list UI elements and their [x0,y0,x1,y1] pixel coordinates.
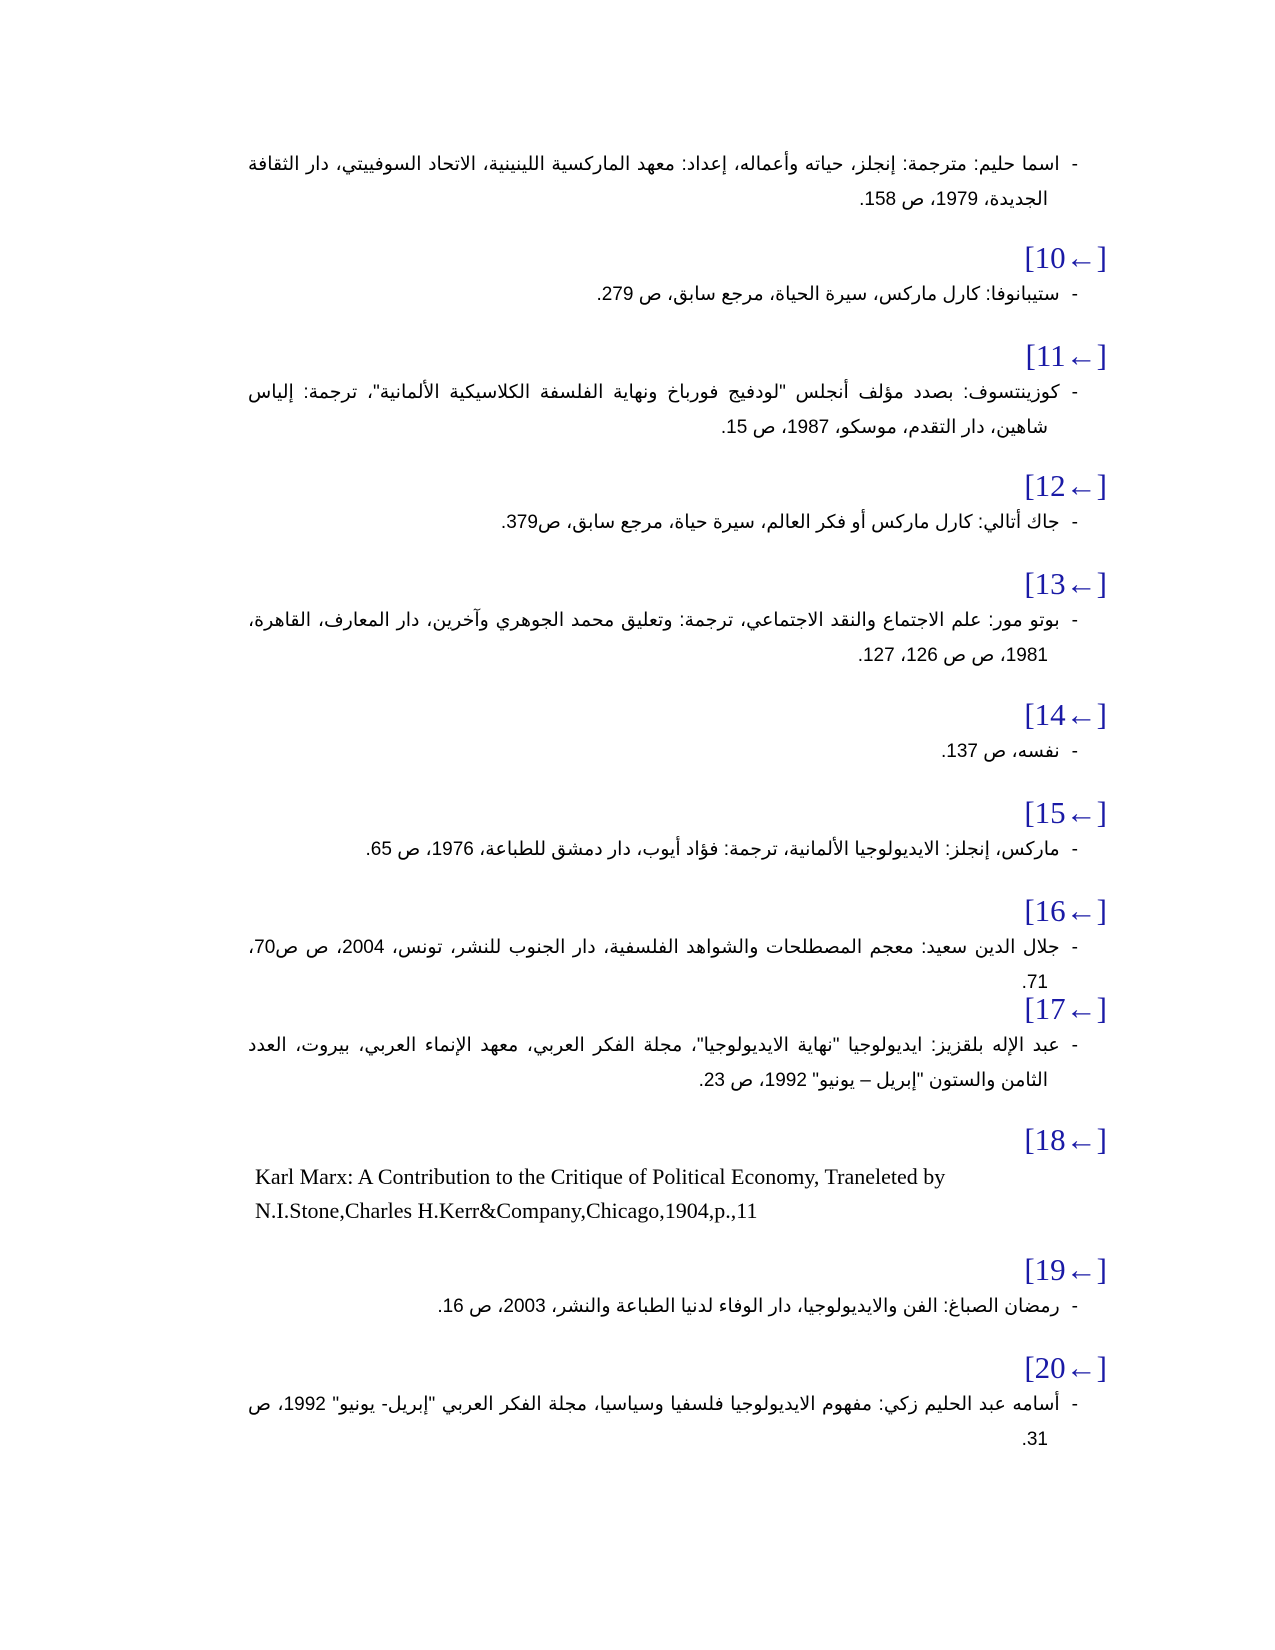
footnote-ref-link[interactable]: [15←] [1024,795,1107,830]
footnote-ref-link[interactable]: [11←] [1025,338,1107,373]
footnote-ref-link[interactable]: [14←] [1024,697,1107,732]
footnote-dash: - [1071,1035,1078,1056]
footnote-body: كوزينتسوف: بصدد مؤلف أنجلس "لودفيج فورباخ ونهاية الفلسفة الكلاسيكية الألمانية"، ترجمة: إلياس شاهين، دار التقدم، موسكو، 1987، ص 15. [248,382,1060,438]
footnote-dash: - [1071,382,1078,403]
footnote-dash: - [1071,1394,1078,1415]
footnote-text [255,1160,1055,1228]
footnote-text [248,505,1078,540]
footnote-ref-link[interactable]: [17←] [1024,991,1107,1026]
footnote-body: ستيبانوفا: كارل ماركس، سيرة الحياة، مرجع سابق، ص 279. [596,284,1060,305]
footnote-body: جلال الدين سعيد: معجم المصطلحات والشواهد الفلسفية، دار الجنوب للنشر، تونس، 2004، ص ص70، 71. [248,937,1060,993]
footnote-ref-link[interactable]: [20←] [1024,1350,1107,1385]
footnote-dash: - [1071,937,1078,958]
footnote-ref-link[interactable]: [12←] [1024,468,1107,503]
footnote-dash: - [1071,839,1078,860]
footnote-ref-link[interactable]: [19←] [1024,1252,1107,1287]
footnote-body: Karl Marx: A Contribution to the Critique of Political Economy, Traneleted by N.I.Stone,Charles H.Kerr&Company,Chicago,1904,p.,11 [255,1164,946,1223]
footnote-text [248,375,1078,445]
footnote-ref-link[interactable]: [10←] [1024,240,1107,275]
footnote-body: جاك أتالي: كارل ماركس أو فكر العالم، سيرة حياة، مرجع سابق، ص379. [500,512,1060,533]
footnote-body: بوتو مور: علم الاجتماع والنقد الاجتماعي، ترجمة: وتعليق محمد الجوهري وآخرين، دار المعارف، القاهرة، 1981، ص ص 126، 127. [248,610,1060,666]
footnote-body: عبد الإله بلقزيز: ايديولوجيا "نهاية الايديولوجيا"، مجلة الفكر العربي، معهد الإنماء العربي، بيروت، العدد الثامن والستون "إبريل – يونيو" 1992، ص 23. [248,1035,1060,1091]
footnote-dash: - [1071,610,1078,631]
footnote-body: نفسه، ص 137. [940,741,1060,762]
footnote-text [248,147,1078,217]
footnote-text [248,930,1078,1000]
footnote-text [248,603,1078,673]
footnote-dash: - [1071,741,1078,762]
footnote-text [248,734,1078,769]
footnote-body: رمضان الصباغ: الفن والايديولوجيا، دار الوفاء لدنيا الطباعة والنشر، 2003، ص 16. [437,1296,1060,1317]
footnote-body: أسامه عبد الحليم زكي: مفهوم الايديولوجيا فلسفيا وسياسيا، مجلة الفكر العربي "إبريل- يونيو" 1992، ص 31. [248,1394,1060,1450]
footnote-ref-link[interactable]: [13←] [1024,566,1107,601]
footnote-body: ماركس، إنجلز: الايديولوجيا الألمانية، ترجمة: فؤاد أيوب، دار دمشق للطباعة، 1976، ص 65. [365,839,1060,860]
footnote-dash: - [1071,1296,1078,1317]
footnote-body: اسما حليم: مترجمة: إنجلز، حياته وأعماله، إعداد: معهد الماركسية اللينينية، الاتحاد السوفييتي، دار الثقافة الجديدة، 1979، ص 158. [248,154,1060,210]
footnote-text [248,277,1078,312]
footnote-dash: - [1071,512,1078,533]
footnote-ref-link[interactable]: [18←] [1024,1122,1107,1157]
footnote-text [248,1289,1078,1324]
footnote-text [248,1387,1078,1457]
footnote-text [248,1028,1078,1098]
footnote-dash: - [1071,284,1078,305]
footnote-ref-link[interactable]: [16←] [1024,893,1107,928]
footnote-dash: - [1071,154,1078,175]
footnote-text [248,832,1078,867]
